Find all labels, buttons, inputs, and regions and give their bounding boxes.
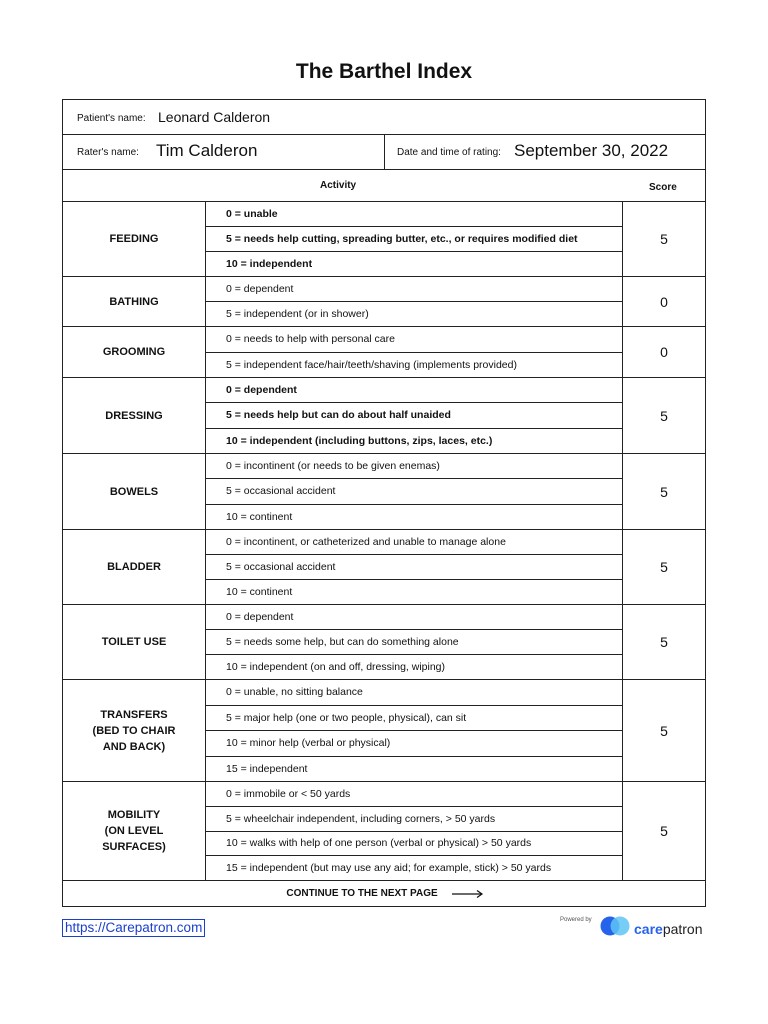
activity-section [63,530,705,605]
patient-row [63,100,705,135]
date-value[interactable]: September 30, 2022 [514,141,669,160]
options-list [205,680,623,781]
activity-name: GROOMING [102,346,166,358]
activity-header: Activity [320,180,357,191]
option-row[interactable]: 10 = independent (including buttons, zips, laces, etc.) [226,434,493,447]
activity-section [63,277,705,327]
score-value[interactable]: 5 [660,407,668,424]
activity-section [63,378,705,454]
option-row[interactable]: 5 = needs help cutting, spreading butter, etc., or requires modified diet [206,227,622,252]
option-row[interactable]: 5 = independent face/hair/teeth/shaving (implements provided) [226,358,517,371]
option-row[interactable]: 5 = wheelchair independent, including corners, > 50 yards [206,807,622,832]
option-row[interactable]: 0 = dependent [206,378,622,403]
activity-name: TRANSFERS (BED TO CHAIR AND BACK) [92,708,176,753]
options-list [205,202,623,276]
option-row[interactable]: 5 = independent (or in shower) [226,308,369,320]
options-list [205,454,623,529]
activity-section [63,680,705,782]
powered-by-label: Powered by [560,917,592,923]
carepatron-logo [600,915,703,942]
activity-section [63,202,705,277]
barthel-form [62,99,706,907]
options-list [205,530,623,604]
carepatron-link[interactable]: https://Carepatron.com [62,919,205,937]
option-row[interactable]: 5 = occasional accident [206,479,622,504]
option-row[interactable]: 5 = needs help but can do about half unaided [206,403,622,428]
activity-name: BLADDER [107,561,161,573]
option-row[interactable]: 0 = dependent [206,277,622,302]
activity-section [63,605,705,680]
activity-name: FEEDING [109,233,159,245]
score-value[interactable]: 5 [660,483,668,500]
activity-name: BOWELS [109,485,159,498]
rater-name-label: Rater's name: [77,147,139,158]
page-title: The Barthel Index [295,60,473,83]
option-row[interactable]: 0 = needs to help with personal care [206,327,622,353]
activity-section [63,782,705,881]
activity-name: BATHING [109,295,159,308]
options-list [205,327,623,377]
continue-label: CONTINUE TO THE NEXT PAGE [286,888,438,899]
rater-name-value[interactable]: Tim Calderon [156,141,258,160]
option-row[interactable]: 10 = independent (on and off, dressing, wiping) [226,661,446,673]
date-label: Date and time of rating: [397,147,501,158]
option-row[interactable]: 15 = independent [226,762,308,775]
rater-row [63,135,705,170]
option-row[interactable]: 0 = incontinent, or catheterized and unable to manage alone [206,530,622,555]
option-row[interactable]: 5 = major help (one or two people, physical), can sit [206,706,622,732]
option-row[interactable]: 5 = occasional accident [206,555,622,580]
activity-section [63,327,705,378]
options-list [205,782,623,880]
score-value[interactable]: 5 [660,559,668,575]
activity-name: DRESSING [105,409,163,422]
activity-section [63,454,705,530]
option-row[interactable]: 0 = unable, no sitting balance [206,680,622,706]
score-header: Score [649,182,677,193]
score-value[interactable]: 5 [660,231,668,247]
option-row[interactable]: 0 = dependent [206,605,622,630]
carepatron-wordmark: carepatron [634,920,703,937]
patient-name-value[interactable]: Leonard Calderon [158,109,271,125]
option-row[interactable]: 5 = needs some help, but can do something alone [206,630,622,655]
arrow-right-icon [452,890,482,898]
options-list [205,378,623,453]
score-value[interactable]: 5 [660,634,668,650]
options-list [205,605,623,679]
carepatron-logo-icon [600,915,630,942]
options-list [205,277,623,326]
option-row[interactable]: 10 = minor help (verbal or physical) [206,731,622,757]
option-row[interactable]: 0 = incontinent (or needs to be given enemas) [206,454,622,479]
option-row[interactable]: 10 = walks with help of one person (verbal or physical) > 50 yards [206,832,622,857]
activity-name: MOBILITY (ON LEVEL SURFACES) [102,809,166,853]
option-row[interactable]: 10 = continent [226,510,293,523]
option-row[interactable]: 0 = immobile or < 50 yards [206,782,622,807]
score-value[interactable]: 0 [660,293,668,310]
table-header [63,170,705,202]
score-value[interactable]: 5 [660,722,668,739]
option-row[interactable]: 15 = independent (but may use any aid; for example, stick) > 50 yards [226,862,552,875]
option-row[interactable]: 10 = independent [226,258,313,270]
option-row[interactable]: 10 = continent [226,586,293,598]
score-value[interactable]: 5 [660,823,668,839]
activity-name: TOILET USE [101,636,167,648]
score-value[interactable]: 0 [660,344,668,360]
option-row[interactable]: 0 = unable [206,202,622,227]
rater-divider [384,135,385,169]
continue-next-page[interactable] [63,881,705,906]
patient-name-label: Patient's name: [77,113,146,124]
